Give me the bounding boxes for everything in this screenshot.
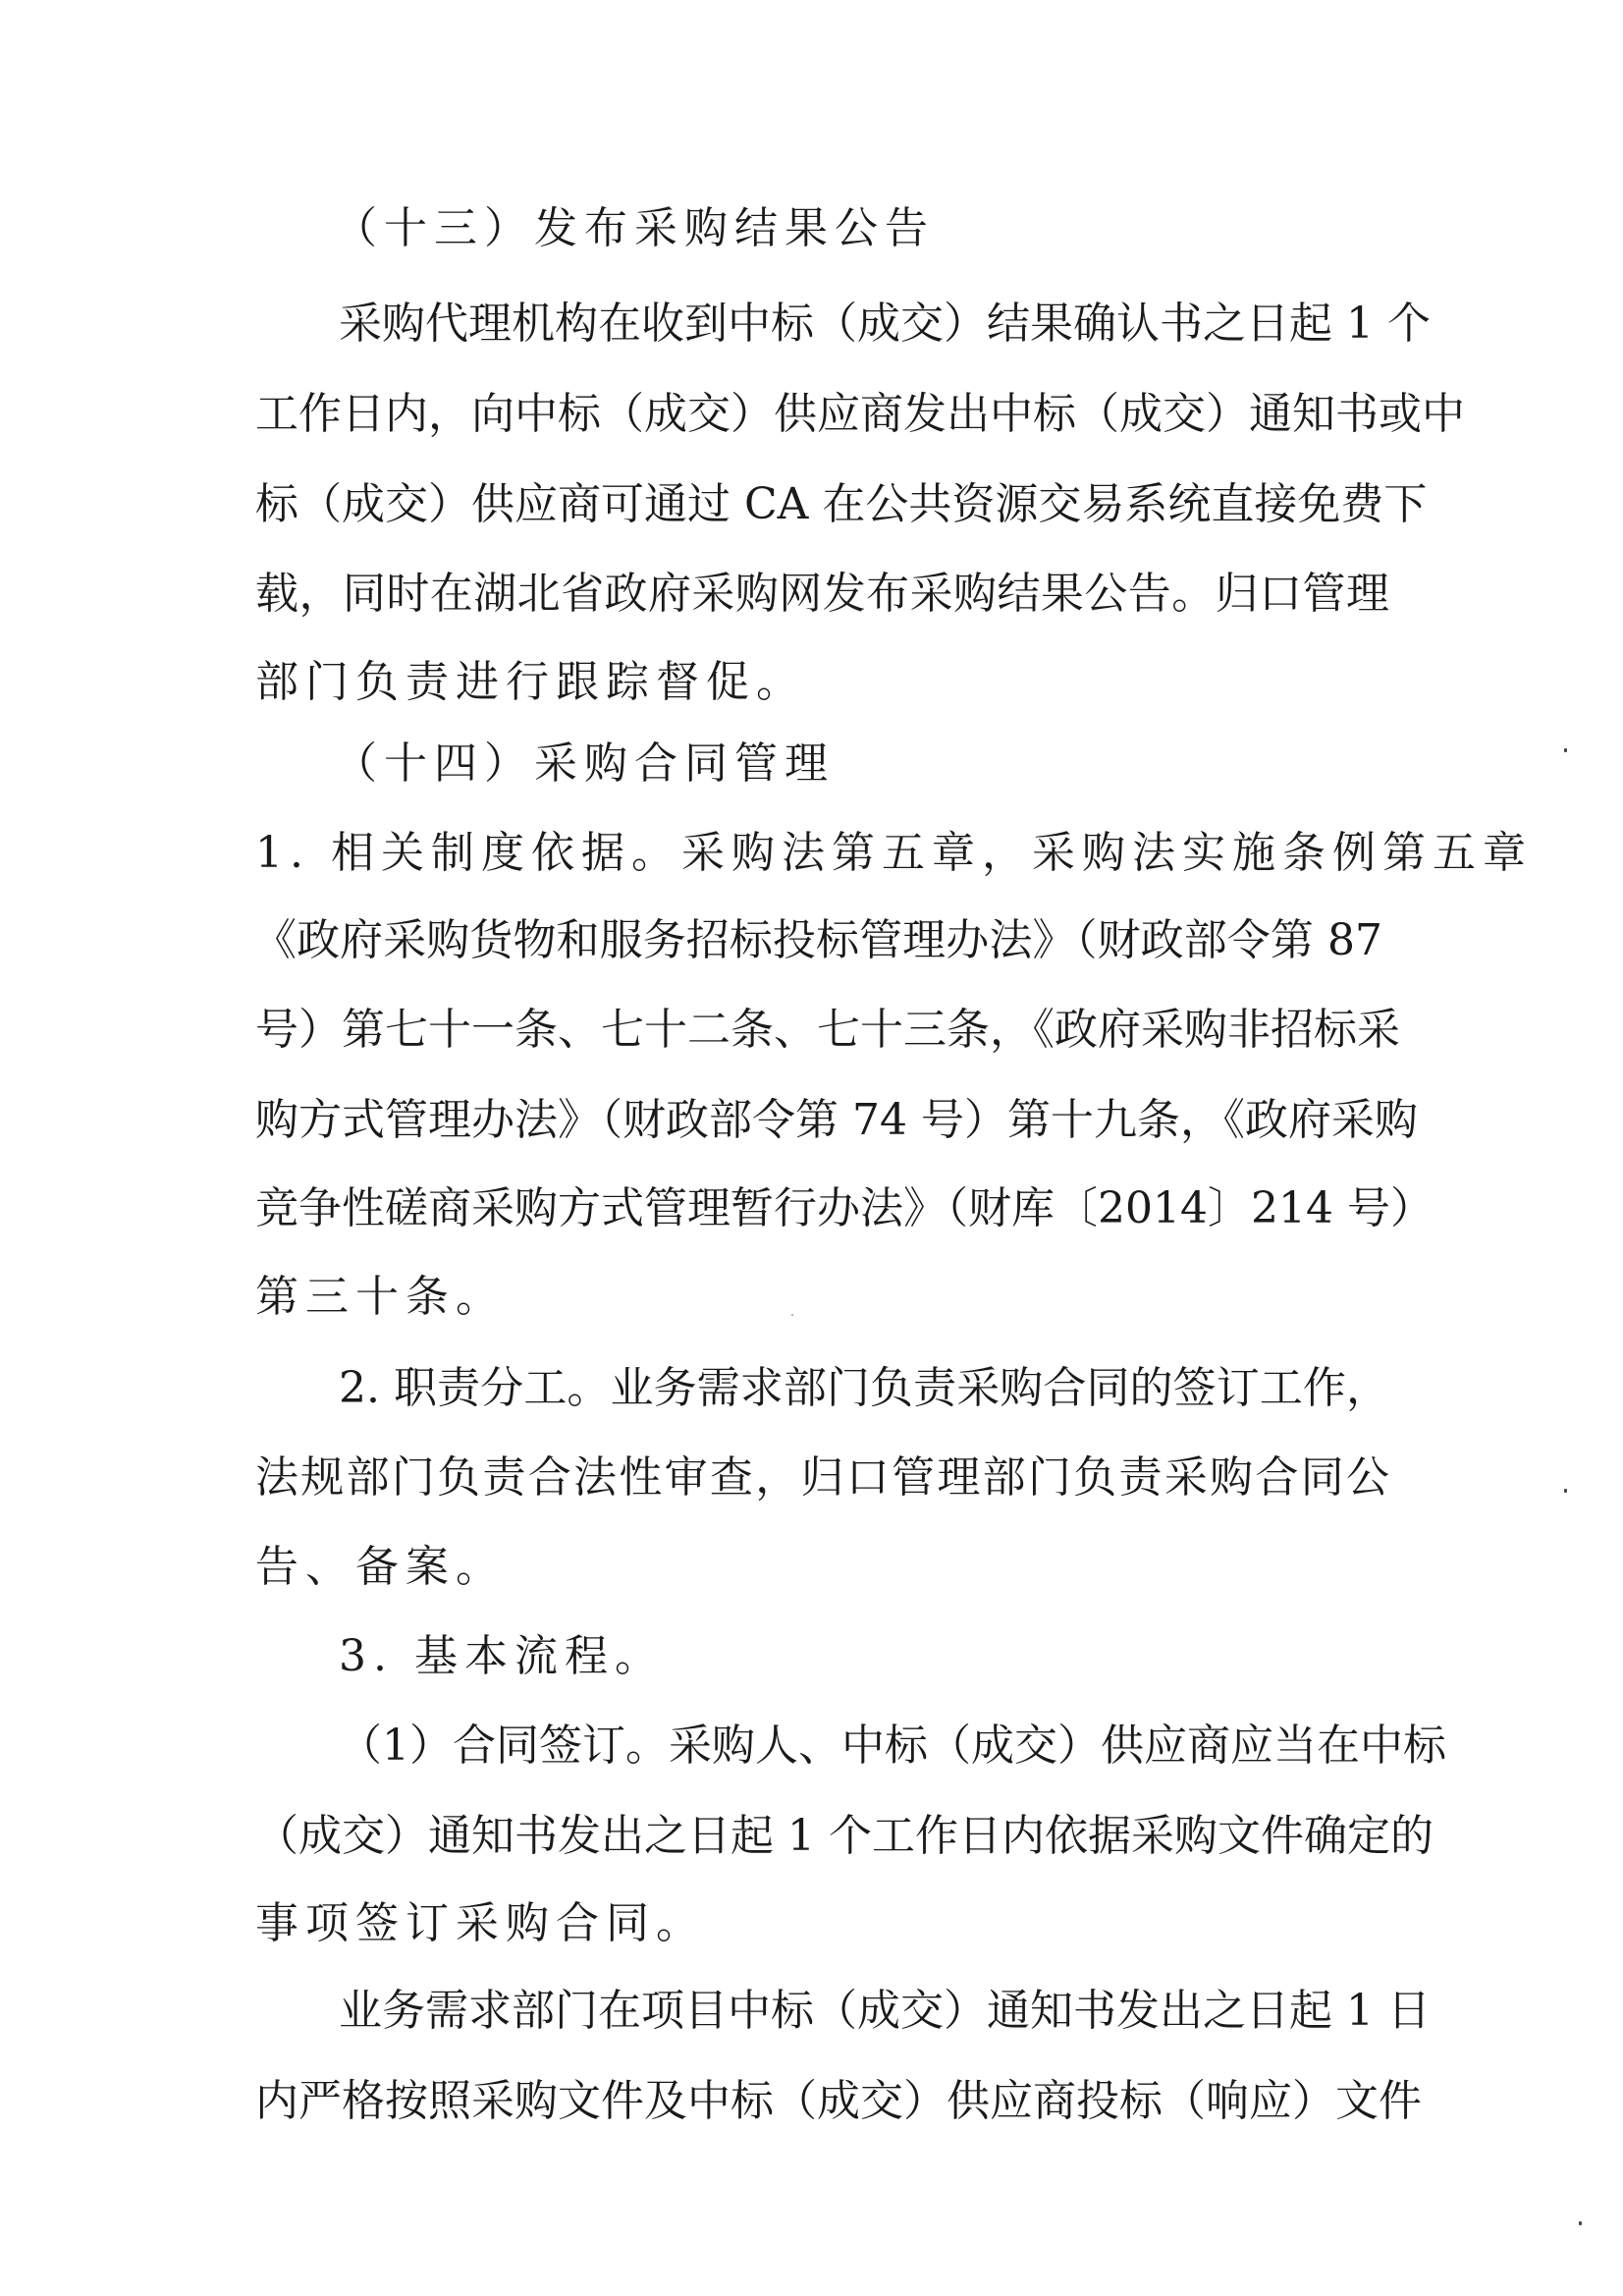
paragraph-line: 标（成交）供应商可通过 CA 在公共资源交易系统直接免费下: [255, 479, 1428, 529]
paragraph-line: 内严格按照采购文件及中标（成交）供应商投标（响应）文件: [255, 2076, 1422, 2126]
paragraph-line: 工作日内，向中标（成交）供应商发出中标（成交）通知书或中: [255, 389, 1465, 439]
heading-section-14: （十四）采购合同管理: [334, 738, 835, 789]
paragraph-line: （成交）通知书发出之日起 1 个工作日内依据采购文件确定的: [255, 1811, 1434, 1861]
paragraph-line: 法规部门负责合法性审查，归口管理部门负责采购合同公: [255, 1452, 1389, 1503]
paragraph-line: 1. 相关制度依据。采购法第五章，采购法实施条例第五章: [255, 828, 1533, 878]
paragraph-line: 号）第七十一条、七十二条、七十三条，《政府采购非招标采: [255, 1005, 1400, 1055]
scan-speck: [1564, 1489, 1567, 1493]
scan-speck: [791, 1314, 793, 1316]
paragraph-line: 告、备案。: [255, 1542, 506, 1592]
paragraph-line: 竞争性磋商采购方式管理暂行办法》（财库〔2014〕214 号）: [255, 1183, 1434, 1233]
paragraph-line: 采购代理机构在收到中标（成交）结果确认书之日起 1 个: [339, 299, 1431, 349]
scan-speck: [1579, 2221, 1582, 2225]
scan-speck: [1564, 748, 1567, 752]
paragraph-line: 3. 基本流程。: [339, 1631, 665, 1681]
paragraph-line: （1）合同签订。采购人、中标（成交）供应商应当在中标: [339, 1721, 1446, 1771]
paragraph-line: 2. 职责分工。业务需求部门负责采购合同的签订工作，: [339, 1363, 1389, 1413]
heading-section-13: （十三）发布采购结果公告: [334, 203, 935, 253]
paragraph-line: 第三十条。: [255, 1272, 506, 1322]
paragraph-line: 购方式管理办法》（财政部令第 74 号）第十九条，《政府采购: [255, 1095, 1418, 1145]
paragraph-line: 《政府采购货物和服务招标投标管理办法》（财政部令第 87: [253, 915, 1382, 965]
paragraph-line: 事项签订采购合同。: [255, 1898, 706, 1948]
paragraph-line: 部门负责进行跟踪督促。: [255, 657, 806, 707]
paragraph-line: 载，同时在湖北省政府采购网发布采购结果公告。归口管理: [255, 569, 1389, 619]
paragraph-line: 业务需求部门在项目中标（成交）通知书发出之日起 1 日: [339, 1986, 1431, 2036]
